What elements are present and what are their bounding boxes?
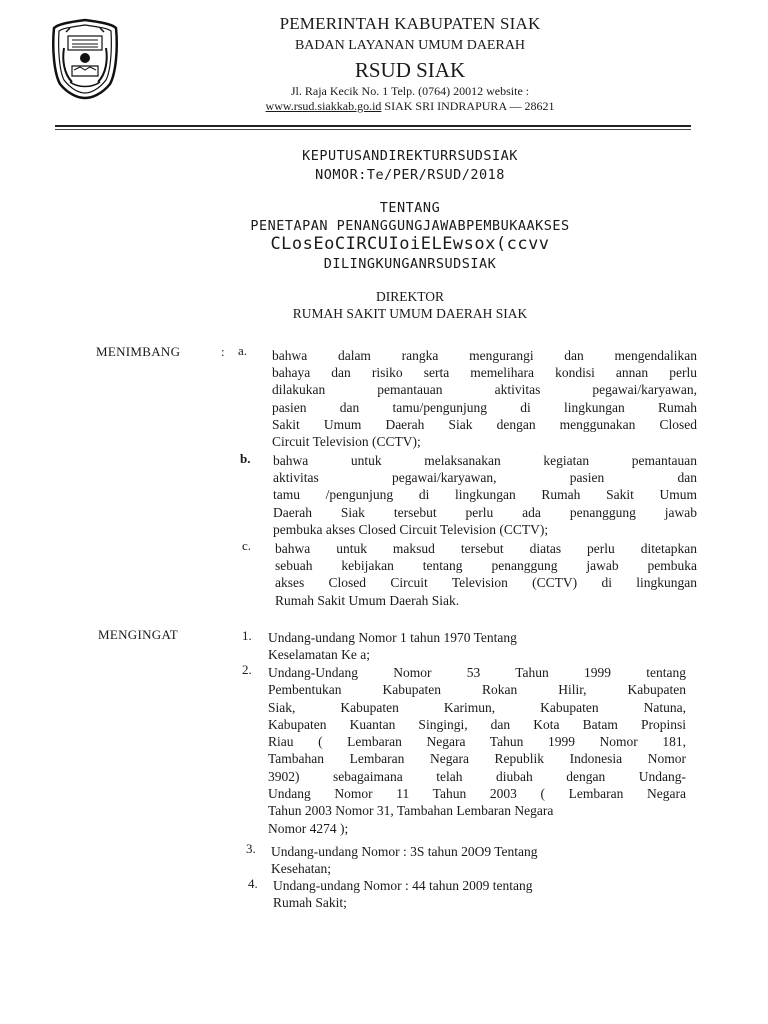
text-line: Siak, Kabupaten Karimun, Kabupaten Natuna, bbox=[268, 699, 686, 715]
address-line-2 bbox=[190, 99, 630, 114]
menimbang-marker-b: b. bbox=[240, 451, 251, 466]
text-line: pasien dan tamu/pengunjung di lingkungan Rumah bbox=[272, 399, 697, 415]
decree-heading: KEPUTUSANDIREKTURRSUDSIAK bbox=[302, 148, 518, 164]
mengingat-marker-1: 1. bbox=[242, 628, 252, 643]
mengingat-marker-3: 3. bbox=[246, 841, 256, 856]
hospital-name: RSUD SIAK bbox=[354, 58, 466, 82]
text-line: aktivitas pegawai/karyawan, pasien dan bbox=[273, 470, 697, 486]
decree-subject-line-1: PENETAPAN PENANGGUNGJAWABPEMBUKAAKSES bbox=[250, 218, 570, 234]
text-line: Rumah Sakit; bbox=[273, 895, 347, 911]
mengingat-item-1 bbox=[268, 629, 688, 664]
menimbang-colon: : bbox=[221, 344, 225, 359]
text-line: Undang-undang Nomor : 3S tahun 20O9 Tentang bbox=[271, 844, 538, 859]
mengingat-label: MENGINGAT bbox=[98, 627, 178, 642]
text-line: Tahun 2003 Nomor 31, Tambahan Lembaran Negara bbox=[268, 803, 554, 819]
regency-emblem-logo bbox=[50, 18, 120, 100]
menimbang-marker-a: a. bbox=[238, 343, 248, 358]
text-line: dilakukan pemantauan aktivitas pegawai/karyawan, bbox=[272, 382, 697, 398]
decree-number: NOMOR:Te/PER/RSUD/2018 bbox=[315, 167, 505, 183]
text-line: bahwa untuk maksud tersebut diatas perlu ditetapkan bbox=[275, 541, 697, 556]
text-line: tamu /pengunjung di lingkungan Rumah Sakit Umum bbox=[273, 487, 697, 503]
text-line: akses Closed Circuit Television (CCTV) di lingkungan bbox=[275, 575, 697, 591]
text-line: Undang-undang Nomor 1 tahun 1970 Tentang bbox=[268, 630, 517, 645]
text-line: bahaya dan risiko serta memelihara kondisi annan perlu bbox=[272, 365, 697, 381]
mengingat-item-2 bbox=[268, 664, 686, 837]
menimbang-marker-c: c. bbox=[242, 538, 252, 553]
address-line-1: Jl. Raja Kecik No. 1 Telp. (0764) 20012 website : bbox=[290, 84, 530, 98]
city-postal-code: SIAK SRI INDRAPURA — 28621 bbox=[381, 99, 555, 113]
mengingat-item-4 bbox=[273, 877, 693, 912]
menimbang-item-c bbox=[275, 540, 697, 609]
decree-about-label: TENTANG bbox=[379, 200, 441, 216]
government-name: PEMERINTAH KABUPATEN SIAK bbox=[279, 14, 541, 33]
text-line: bahwa dalam rangka mengurangi dan mengendalikan bbox=[272, 348, 697, 363]
agency-name: BADAN LAYANAN UMUM DAERAH bbox=[294, 38, 526, 53]
text-line: Kesehatan; bbox=[271, 861, 331, 877]
text-line: sebuah kebijakan tentang penanggung jawab pembuka bbox=[275, 558, 697, 574]
text-line: Keselamatan Ke a; bbox=[268, 647, 370, 663]
text-line: 3902) sebagaimana telah diubah dengan Undang- bbox=[268, 768, 686, 784]
director-organization: RUMAH SAKIT UMUM DAERAH SIAK bbox=[292, 306, 528, 321]
letterhead-divider bbox=[55, 125, 691, 127]
text-line: Tambahan Lembaran Negara Republik Indonesia Nomor bbox=[268, 751, 686, 767]
decree-subject-line-2: CLosEoCIRCUIoiELEwsox(ccvv bbox=[270, 234, 550, 254]
text-line: Undang-undang Nomor : 44 tahun 2009 tentang bbox=[273, 878, 533, 893]
decree-subject-line-3: DILINGKUNGANRSUDSIAK bbox=[323, 256, 497, 272]
director-label: DIREKTOR bbox=[375, 289, 444, 304]
letterhead-divider-thin bbox=[55, 129, 691, 130]
text-line: Pembentukan Kabupaten Rokan Hilir, Kabupaten bbox=[268, 682, 686, 698]
menimbang-label: MENIMBANG bbox=[96, 344, 181, 359]
text-line: Kabupaten Kuantan Singingi, dan Kota Batam Propinsi bbox=[268, 716, 686, 732]
mengingat-marker-4: 4. bbox=[248, 876, 258, 891]
text-line: Rumah Sakit Umum Daerah Siak. bbox=[275, 592, 460, 608]
menimbang-item-a bbox=[272, 347, 697, 450]
mengingat-marker-2: 2. bbox=[242, 662, 252, 677]
text-line: Undang Nomor 11 Tahun 2003 ( Lembaran Negara bbox=[268, 786, 686, 802]
website-link[interactable]: www.rsud.siakkab.go.id bbox=[265, 99, 382, 113]
text-line: Undang-Undang Nomor 53 Tahun 1999 tentang bbox=[268, 665, 686, 680]
text-line: pembuka akses Closed Circuit Television (CCTV); bbox=[273, 521, 549, 537]
mengingat-item-3 bbox=[271, 843, 691, 878]
text-line: bahwa untuk melaksanakan kegiatan pemantauan bbox=[273, 453, 697, 468]
text-line: Nomor 4274 ); bbox=[268, 820, 349, 836]
menimbang-item-b bbox=[273, 452, 697, 538]
text-line: Riau ( Lembaran Negara Tahun 1999 Nomor 181, bbox=[268, 734, 686, 750]
text-line: Sakit Umum Daerah Siak dengan menggunakan Closed bbox=[272, 416, 697, 432]
text-line: Daerah Siak tersebut perlu ada penanggung jawab bbox=[273, 504, 697, 520]
text-line: Circuit Television (CCTV); bbox=[272, 434, 421, 450]
